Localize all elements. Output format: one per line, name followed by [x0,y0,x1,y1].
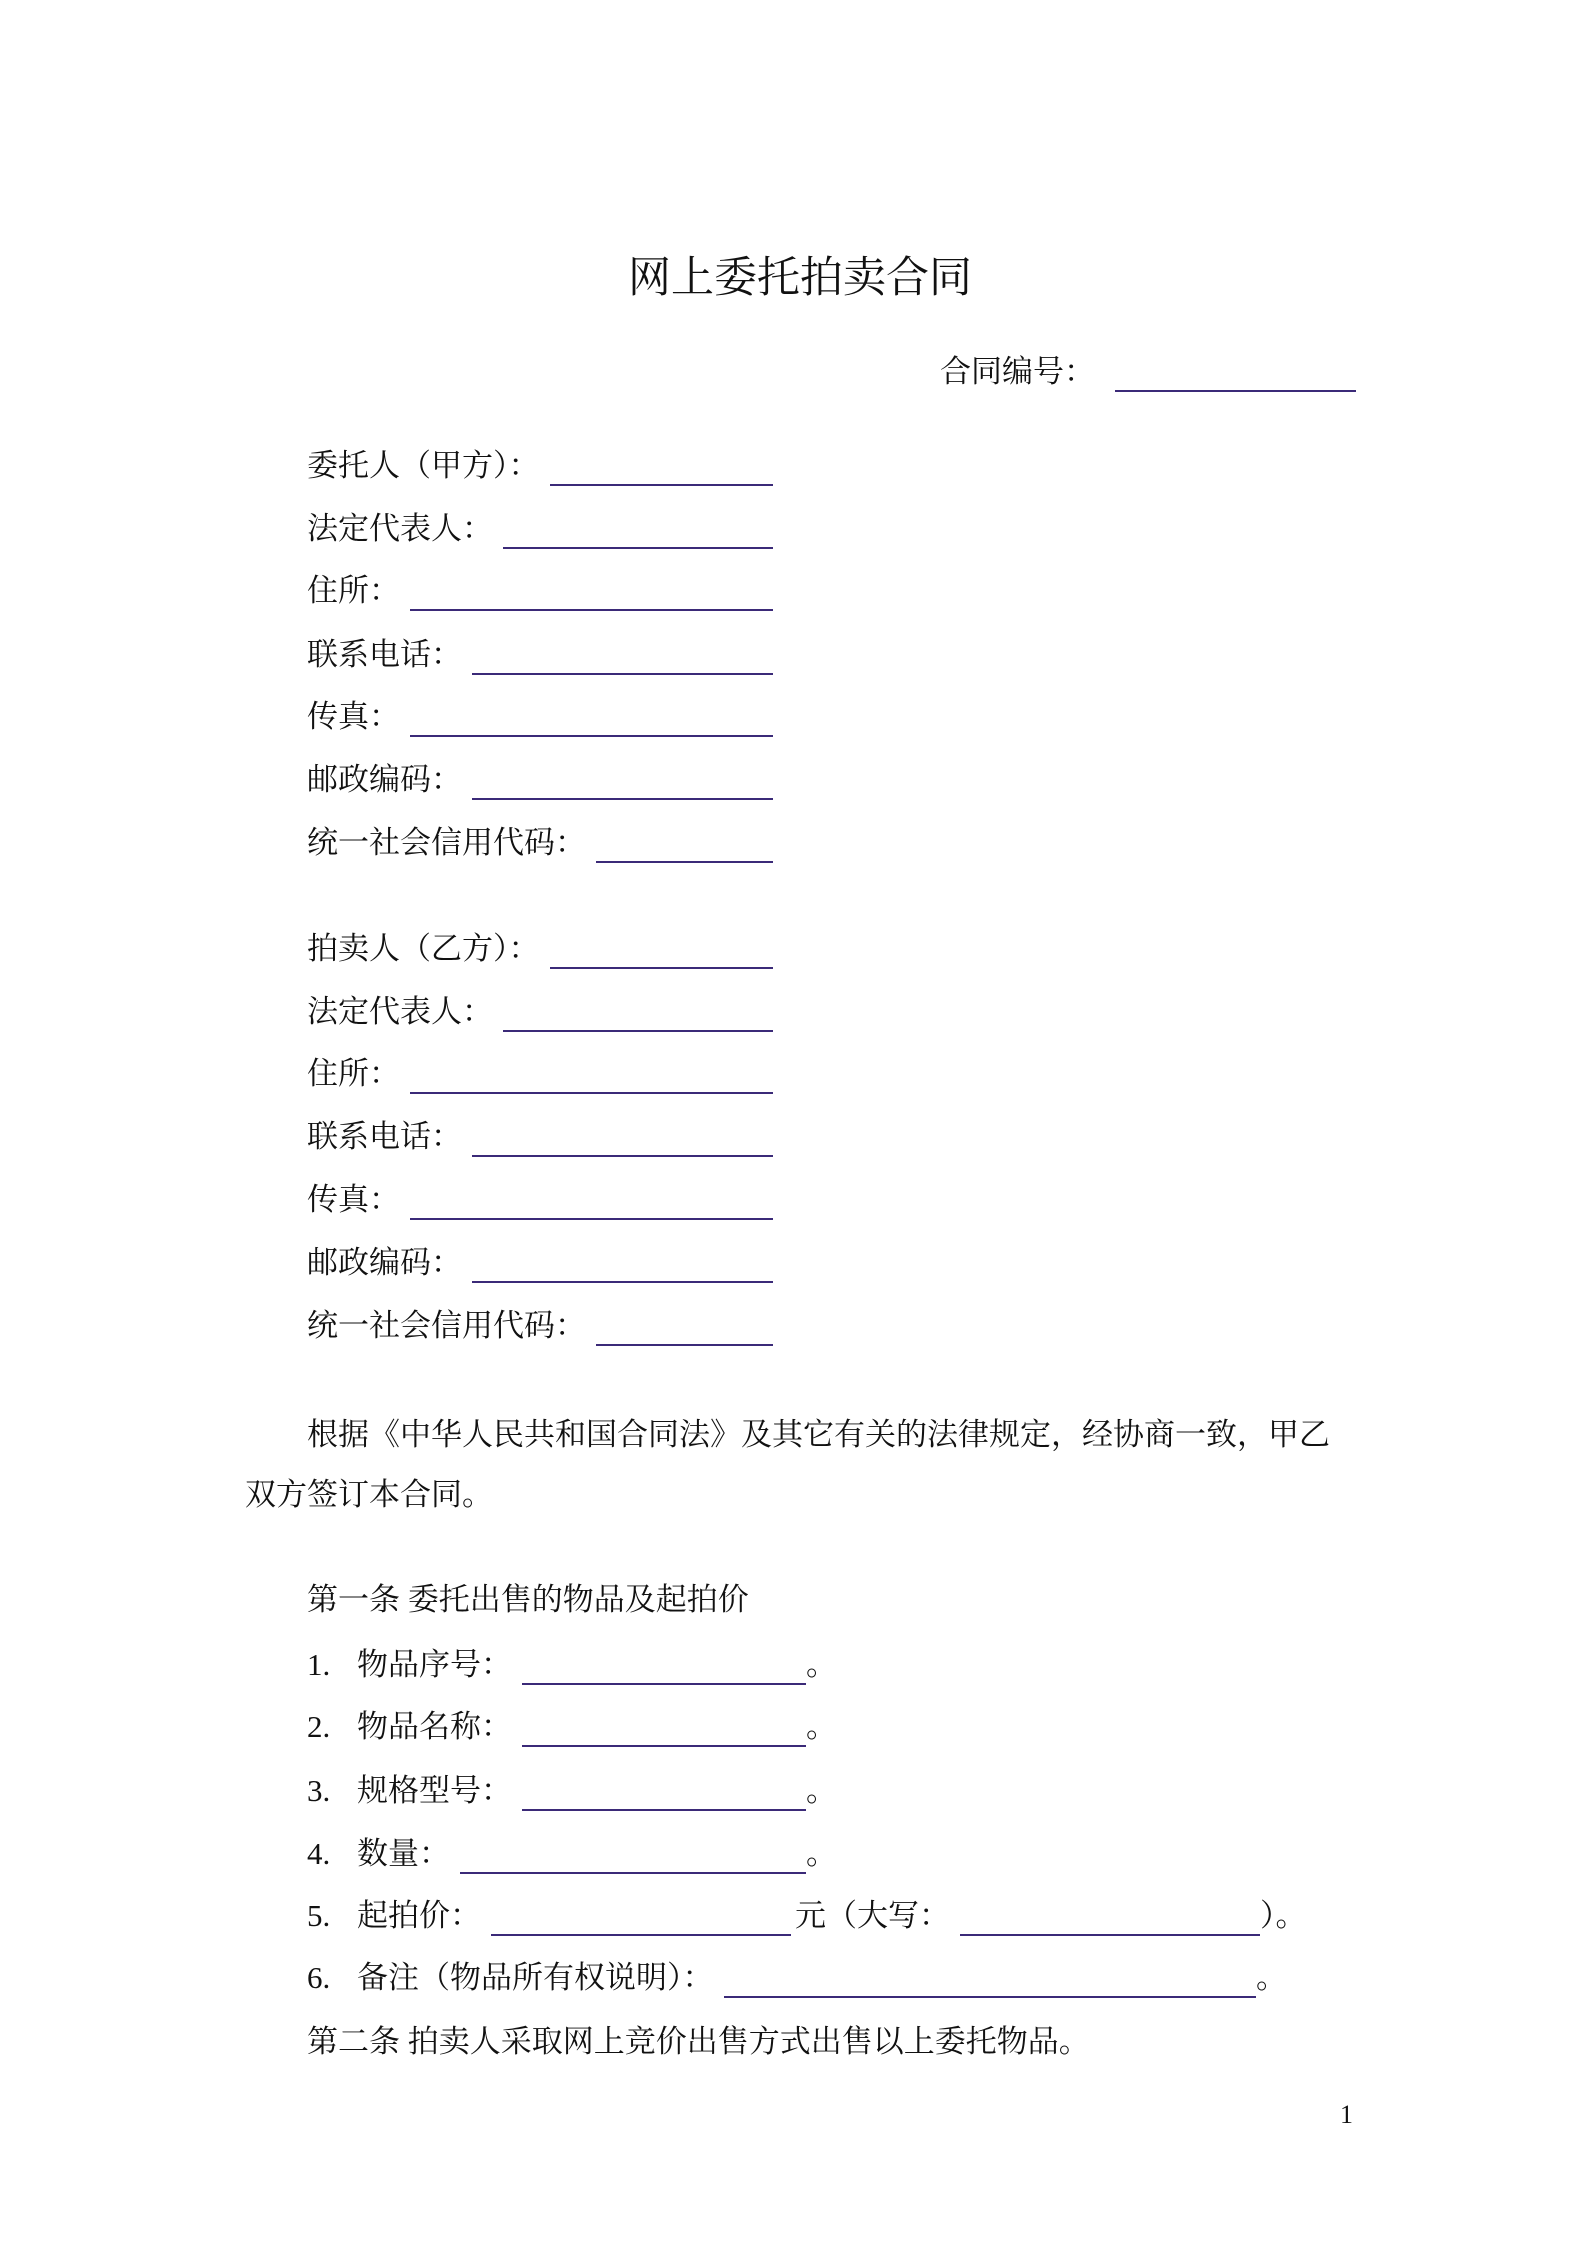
item-row [307,1834,837,1874]
field-blank[interactable] [410,579,773,611]
field-blank[interactable] [550,454,774,486]
item-number: 3. [307,1773,331,1808]
field-label: 统一社会信用代码： [307,825,586,860]
item-blank[interactable] [522,1715,806,1747]
item-label: 起拍价： [357,1898,481,1933]
end-mark: 。 [1256,1960,1287,1995]
contract-number-field [940,352,1356,392]
party-a-field [307,635,773,675]
item-number: 4. [307,1836,331,1871]
party-b-field [307,929,773,969]
party-b-field [307,1243,773,1283]
party-a-field [307,823,773,863]
field-label: 拍卖人（乙方）： [307,931,540,966]
party-b-field [307,1180,773,1220]
item-number: 5. [307,1898,331,1933]
item-row [307,1707,837,1747]
party-a-field [307,571,773,611]
article-1-heading: 第一条 委托出售的物品及起拍价 [307,1582,749,1617]
party-b-field [307,1117,773,1157]
page-number: 1 [1340,2100,1353,2129]
party-a-field [307,697,773,737]
field-blank[interactable] [596,1314,773,1346]
item-number: 6. [307,1960,331,1995]
field-label: 传真： [307,1182,400,1217]
field-blank[interactable] [472,1251,773,1283]
price-close: ）。 [1260,1898,1307,1933]
item-label: 物品序号： [357,1647,512,1682]
contract-number-label: 合同编号： [940,354,1095,389]
item-label: 规格型号： [357,1773,512,1808]
field-label: 住所： [307,1056,400,1091]
party-a-field [307,446,773,486]
end-mark: 。 [806,1773,837,1808]
item-number: 2. [307,1709,331,1744]
item-row [307,1645,837,1685]
party-b-field [307,1054,773,1094]
party-b-field [307,992,773,1032]
field-label: 法定代表人： [307,994,493,1029]
end-mark: 。 [806,1647,837,1682]
item-row [307,1958,1287,1998]
party-a-field [307,509,773,549]
item-label: 数量： [357,1836,450,1871]
field-label: 邮政编码： [307,762,462,797]
party-b-field [307,1306,773,1346]
field-label: 住所： [307,573,400,608]
contract-number-blank[interactable] [1115,360,1356,392]
item-blank[interactable] [522,1779,806,1811]
price-unit: 元（大写： [795,1898,950,1933]
field-blank[interactable] [410,1062,773,1094]
intro-paragraph: 根据《中华人民共和国合同法》及其它有关的法律规定，经协商一致，甲乙双方签订本合同。 [245,1417,1330,1512]
field-label: 法定代表人： [307,511,493,546]
field-label: 委托人（甲方）： [307,448,540,483]
article-2: 第二条 拍卖人采取网上竞价出售方式出售以上委托物品。 [307,2024,1090,2059]
item-number: 1. [307,1647,331,1682]
field-blank[interactable] [503,517,773,549]
field-blank[interactable] [472,1125,773,1157]
field-label: 统一社会信用代码： [307,1308,586,1343]
document-title: 网上委托拍卖合同 [628,255,972,302]
field-blank[interactable] [472,768,773,800]
field-blank[interactable] [596,831,773,863]
item-row [307,1896,1307,1936]
end-mark: 。 [806,1836,837,1871]
field-blank[interactable] [410,1188,773,1220]
item-blank[interactable] [460,1842,806,1874]
field-blank[interactable] [503,1000,773,1032]
field-label: 联系电话： [307,637,462,672]
price-in-words-blank[interactable] [960,1904,1260,1936]
item-row [307,1771,837,1811]
end-mark: 。 [806,1709,837,1744]
item-blank[interactable] [522,1653,806,1685]
item-blank[interactable] [724,1966,1257,1998]
price-blank[interactable] [491,1904,791,1936]
field-blank[interactable] [472,643,773,675]
field-label: 传真： [307,699,400,734]
field-blank[interactable] [550,937,774,969]
field-blank[interactable] [410,705,773,737]
item-label: 物品名称： [357,1709,512,1744]
field-label: 联系电话： [307,1119,462,1154]
field-label: 邮政编码： [307,1245,462,1280]
party-a-field [307,760,773,800]
item-label: 备注（物品所有权说明）： [357,1960,714,1995]
